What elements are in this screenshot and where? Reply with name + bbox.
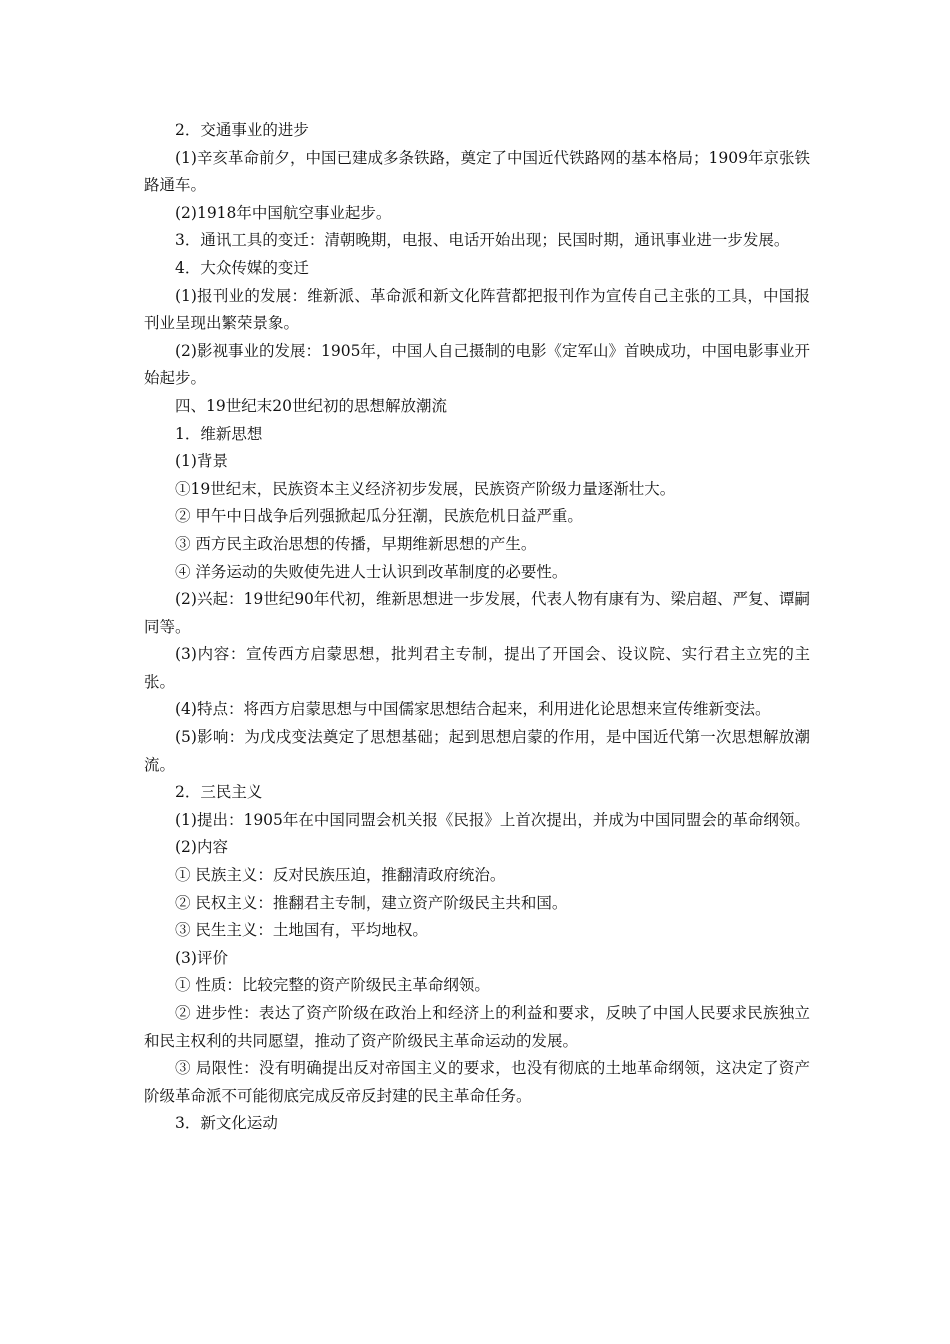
label-content: (2)内容 [175,838,228,857]
list-item: ② 民权主义：推翻君主专制，建立资产阶级民主共和国。 [175,893,568,912]
list-item: ①19世纪末，民族资本主义经济初步发展，民族资产阶级力量逐渐壮大。 [175,479,676,498]
subheading-transport: 2．交通事业的进步 [175,121,309,139]
paragraph-proposal: (1)提出：1905年在中国同盟会机关报《民报》上首次提出，并成为中国同盟会的革命纲领。 [175,810,810,829]
list-item: ② 甲午中日战争后列强掀起瓜分狂潮，民族危机日益严重。 [175,507,583,526]
list-item: ④ 洋务运动的失败使先进人士认识到改革制度的必要性。 [175,562,568,581]
label-evaluation: (3)评价 [175,948,228,967]
paragraph-influence: (5)影响：为戊戌变法奠定了思想基础；起到思想启蒙的作用，是中国近代第一次思想解放潮流。 [144,728,810,774]
label-background: (1)背景 [175,452,228,471]
paragraph-railway: (1)辛亥革命前夕，中国已建成多条铁路，奠定了中国近代铁路网的基本格局；1909年京张铁路通车。 [144,148,810,195]
list-item: ③ 民生主义：土地国有，平均地权。 [175,921,428,940]
list-item: ③ 西方民主政治思想的传播，早期维新思想的产生。 [175,534,537,553]
subheading-media: 4．大众传媒的变迁 [175,258,309,277]
list-item: ② 进步性：表达了资产阶级在政治上和经济上的利益和要求，反映了中国人民要求民族独立和民主权利的共同愿望，推动了资产阶级民主革命运动的发展。 [144,1004,810,1050]
subheading-three-principles: 2．三民主义 [175,783,263,802]
paragraph-rise: (2)兴起：19世纪90年代初，维新思想进一步发展，代表人物有康有为、梁启超、严复、谭嗣同等。 [144,590,810,636]
subheading-new-culture: 3．新文化运动 [175,1114,278,1133]
list-item: ① 民族主义：反对民族压迫，推翻清政府统治。 [175,866,506,885]
list-item: ① 性质：比较完整的资产阶级民主革命纲领。 [175,976,490,995]
paragraph-newspapers: (1)报刊业的发展：维新派、革命派和新文化阵营都把报刊作为宣传自己主张的工具，中国报刊业呈现出繁荣景象。 [144,286,810,333]
subheading-reform-thought: 1．维新思想 [175,424,263,443]
paragraph-aviation: (2)1918年中国航空事业起步。 [175,203,392,222]
paragraph-communication: 3．通讯工具的变迁：清朝晚期，电报、电话开始出现；民国时期，通讯事业进一步发展。 [175,231,790,250]
list-item: ③ 局限性：没有明确提出反对帝国主义的要求，也没有彻底的土地革命纲领，这决定了资产阶级革命派不可能彻底完成反帝反封建的民主革命任务。 [144,1059,810,1105]
paragraph-film: (2)影视事业的发展：1905年，中国人自己摄制的电影《定军山》首映成功，中国电影事业开始起步。 [144,341,810,388]
paragraph-features: (4)特点：将西方启蒙思想与中国儒家思想结合起来，利用进化论思想来宣传维新变法。 [175,700,771,719]
paragraph-content: (3)内容：宣传西方启蒙思想，批判君主专制，提出了开国会、设议院、实行君主立宪的主张。 [144,645,810,691]
section-heading-thought: 四、19世纪末20世纪初的思想解放潮流 [175,396,447,415]
document-body [144,117,810,1138]
